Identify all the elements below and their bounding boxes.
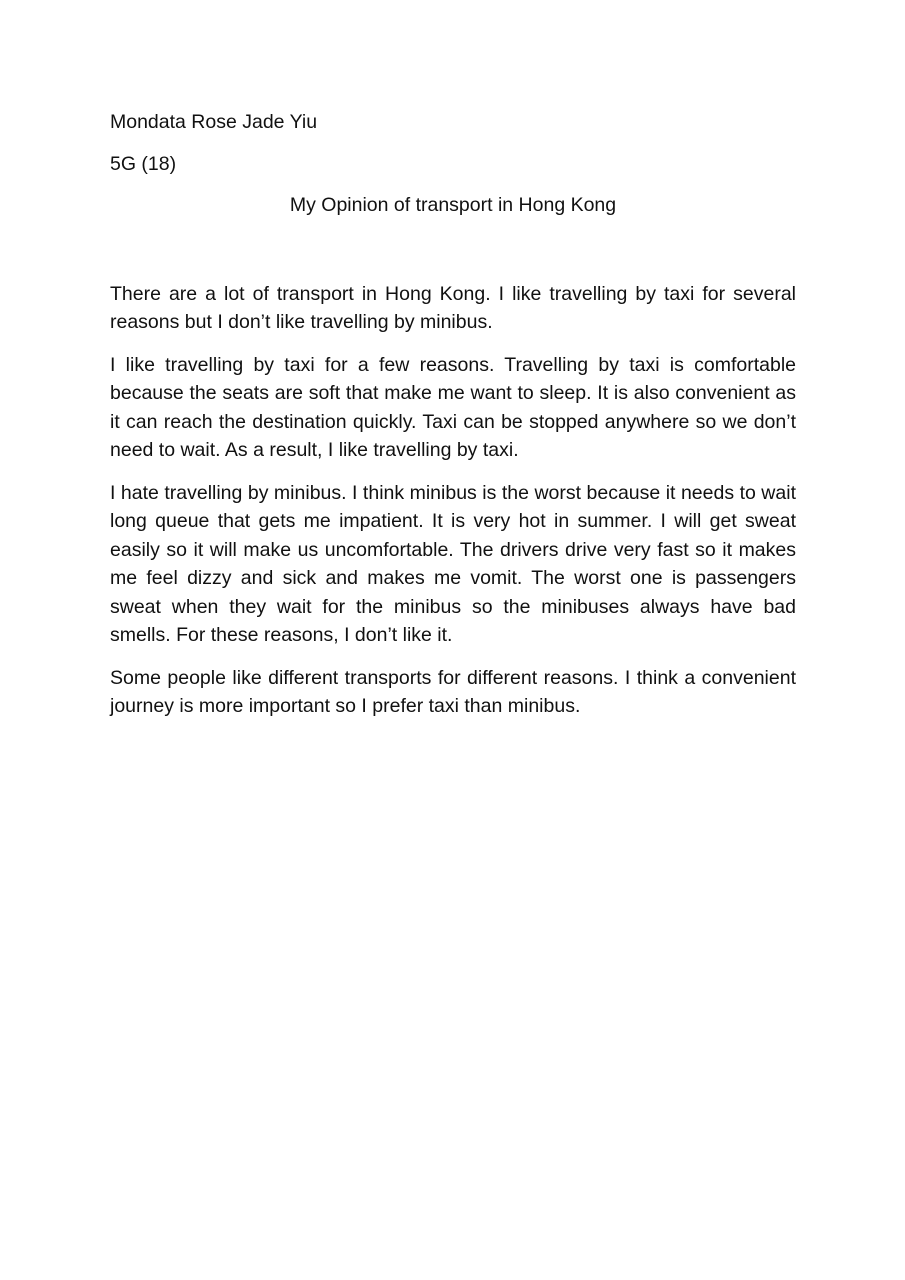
class-number: 5G (18)	[110, 152, 177, 175]
paragraph-taxi: I like travelling by taxi for a few reasons. Travelling by taxi is comfortable because the seats are soft that make me want to sleep. It is also convenient as it can reach the destination quickly. Taxi can be stopped anywhere so we don’t need to wait. As a result, I like travelling by taxi.	[110, 353, 796, 461]
essay-title: My Opinion of transport in Hong Kong	[289, 194, 617, 216]
paragraph-minibus: I hate travelling by minibus. I think minibus is the worst because it needs to wait long queue that gets me impatient. It is very hot in summer. I will get sweat easily so it will make us uncomfortable. The drivers drive very fast so it makes me feel dizzy and sick and makes me vomit. The worst one is passengers sweat when they wait for the minibus so the minibuses always have bad smells. For these reasons, I don’t like it.	[110, 481, 796, 646]
document-content	[110, 108, 796, 721]
essay-body	[110, 280, 796, 721]
author-name: Mondata Rose Jade Yiu	[110, 111, 318, 133]
paragraph-introduction: There are a lot of transport in Hong Kong. I like travelling by taxi for several reasons but I don’t like travelling by minibus.	[110, 282, 796, 333]
paragraph-conclusion: Some people like different transports for different reasons. I think a convenient journey is more important so I prefer taxi than minibus.	[110, 666, 796, 717]
